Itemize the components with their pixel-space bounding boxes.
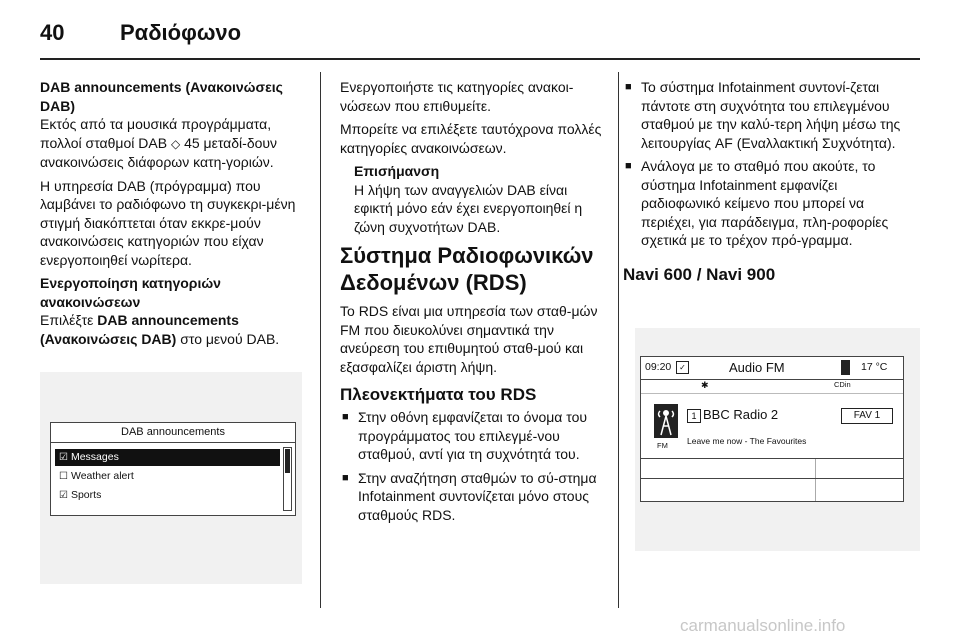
- paragraph: [40, 311, 302, 348]
- announcement-item-sports[interactable]: [55, 487, 280, 504]
- paragraph-text: Εκτός από τα μουσικά προγράμματα, πολλοί σταθμοί DAB: [40, 116, 272, 151]
- checkbox-checked-icon: ☑: [59, 452, 68, 463]
- divider: [641, 478, 903, 479]
- source-row: [641, 379, 903, 394]
- dab-announcements-screen: [50, 422, 296, 516]
- navi-section-title: Navi 600 / Navi 900: [623, 264, 776, 284]
- page-number: 40: [40, 20, 65, 45]
- clock-icon: ✓: [676, 361, 689, 374]
- bullet-icon: ■: [342, 471, 349, 484]
- bluetooth-icon: ✱: [701, 380, 709, 390]
- item-label: Weather alert: [70, 470, 134, 482]
- clock-time: 09:20: [645, 361, 672, 373]
- status-bar: [641, 357, 903, 380]
- menu-reference: DAB announcements (Ανακοινώσεις DAB): [40, 312, 239, 347]
- note-box: [340, 162, 604, 236]
- phone-icon: [841, 360, 850, 375]
- fav-button[interactable]: FAV 1: [841, 408, 893, 424]
- list-item-text: Ανάλογα με το σταθμό που ακούτε, το σύστημα Infotainment εμφανίζει ραδιοφωνικό κείμενο που μπορεί να περιέχει, για παράδειγμα, πλη-ροφορίες σχετικά με το τρέχον πρό-γραμμα.: [641, 158, 889, 248]
- scrollbar[interactable]: [283, 447, 292, 511]
- column-2: [340, 78, 604, 529]
- announcement-item-weather-alert[interactable]: [55, 468, 280, 485]
- bullet-list: [623, 78, 915, 250]
- page-header: [40, 10, 920, 50]
- list-item-text: Στην αναζήτηση σταθμών το σύ-στημα Infotainment συντονίζεται μόνο στους σταθμούς RDS.: [358, 469, 597, 523]
- list-item: [340, 408, 604, 464]
- cdin-label: CDin: [834, 380, 851, 389]
- paragraph: Η υπηρεσία DAB (πρόγραμμα) που λαμβάνει το ραδιόφωνο τη συγκεκρι-μένη στιγμή διακόπτεται όταν εκκρε-μούν ανακοινώσεις κατηγοριών που είχαν ενεργοποιηθεί νωρίτερα.: [40, 177, 296, 268]
- list-item-text: Το σύστημα Infotainment συντονί-ζεται πάντοτε στη συχνότητα του επιλεγμένου σταθμού με την καλύ-τερη λήψη μέσω της λειτουργίας AF (Εναλλακτική Συχνότητα).: [641, 79, 901, 151]
- paragraph: Το RDS είναι μια υπηρεσία των σταθ-μών FM που διευκολύνει σημαντικά την ανεύρεση του επιθυμητού σταθ-μού και εξασφαλίζει άριστη λήψη.: [340, 303, 598, 375]
- column-divider-2: [618, 72, 619, 608]
- list-item: [340, 469, 604, 525]
- rds-section-title: Σύστημα Ραδιοφωνικών Δεδομένων (RDS): [340, 243, 594, 295]
- note-title: Επισήμανση: [354, 163, 440, 179]
- preset-number: 1: [687, 409, 701, 423]
- list-item-text: Στην οθόνη εμφανίζεται το όνομα του προγράμματος του επιλεγμέ-νου σταθμού, αντί για τη συχνότητά του.: [358, 409, 588, 462]
- temperature: 17 °C: [861, 361, 888, 373]
- divider: [815, 459, 816, 501]
- scrollbar-thumb[interactable]: [285, 449, 290, 473]
- rds-advantages-title: Πλεονεκτήματα του RDS: [340, 385, 537, 404]
- list-item: [623, 157, 915, 250]
- paragraph-text: στο μενού DAB.: [180, 330, 280, 347]
- screen-title: DAB announcements: [51, 423, 295, 443]
- page-title: Ραδιόφωνο: [120, 20, 242, 45]
- column-1: [40, 78, 302, 353]
- paragraph-text: Επιλέξτε: [40, 312, 94, 328]
- radio-text: Leave me now - The Favourites: [687, 436, 807, 446]
- station-area: [641, 394, 903, 459]
- bullet-list: [340, 408, 604, 524]
- audio-fm-screen: [640, 356, 904, 502]
- checkbox-unchecked-icon: ☐: [59, 471, 68, 482]
- item-label: Sports: [70, 489, 102, 501]
- paragraph: Ενεργοποιήστε τις κατηγορίες ανακοι-νώσεων που επιθυμείτε.: [340, 79, 574, 114]
- column-divider-1: [320, 72, 321, 608]
- dab-announcements-heading: DAB announcements (Ανακοινώσεις DAB): [40, 79, 283, 114]
- bullet-icon: ■: [625, 160, 632, 172]
- bullet-icon: ■: [625, 81, 632, 93]
- paragraph: Μπορείτε να επιλέξετε ταυτόχρονα πολλές κατηγορίες ανακοινώσεων.: [340, 121, 602, 156]
- dab-announcements-figure: [40, 372, 302, 584]
- paragraph: [40, 115, 302, 172]
- audio-fm-figure: [635, 328, 920, 551]
- list-item: [623, 78, 915, 152]
- note-body: Η λήψη των αναγγελιών DAB είναι εφικτή μόνο εάν έχει ενεργοποιηθεί η ζώνη συχνοτήτων DAB.: [354, 181, 583, 235]
- bullet-icon: ■: [342, 411, 349, 423]
- paragraph-text: 45 μεταδί-δουν ανακοινώσεις διάφορων κατη-γοριών.: [40, 134, 278, 170]
- antenna-tower-icon: [654, 404, 678, 438]
- station-name: BBC Radio 2: [703, 407, 779, 422]
- header-rule: [40, 58, 920, 60]
- item-label: Messages: [70, 451, 119, 463]
- screen-title: Audio FM: [729, 360, 785, 375]
- band-label: FM: [657, 441, 668, 450]
- announcement-item-messages[interactable]: [55, 449, 280, 466]
- column-3: [623, 78, 915, 288]
- activation-subheading: Ενεργοποίηση κατηγοριών ανακοινώσεων: [40, 275, 221, 310]
- watermark: carmanualsonline.info: [680, 616, 846, 635]
- checkbox-checked-icon: ☑: [59, 490, 68, 501]
- page-reference-icon: ◇: [170, 136, 181, 151]
